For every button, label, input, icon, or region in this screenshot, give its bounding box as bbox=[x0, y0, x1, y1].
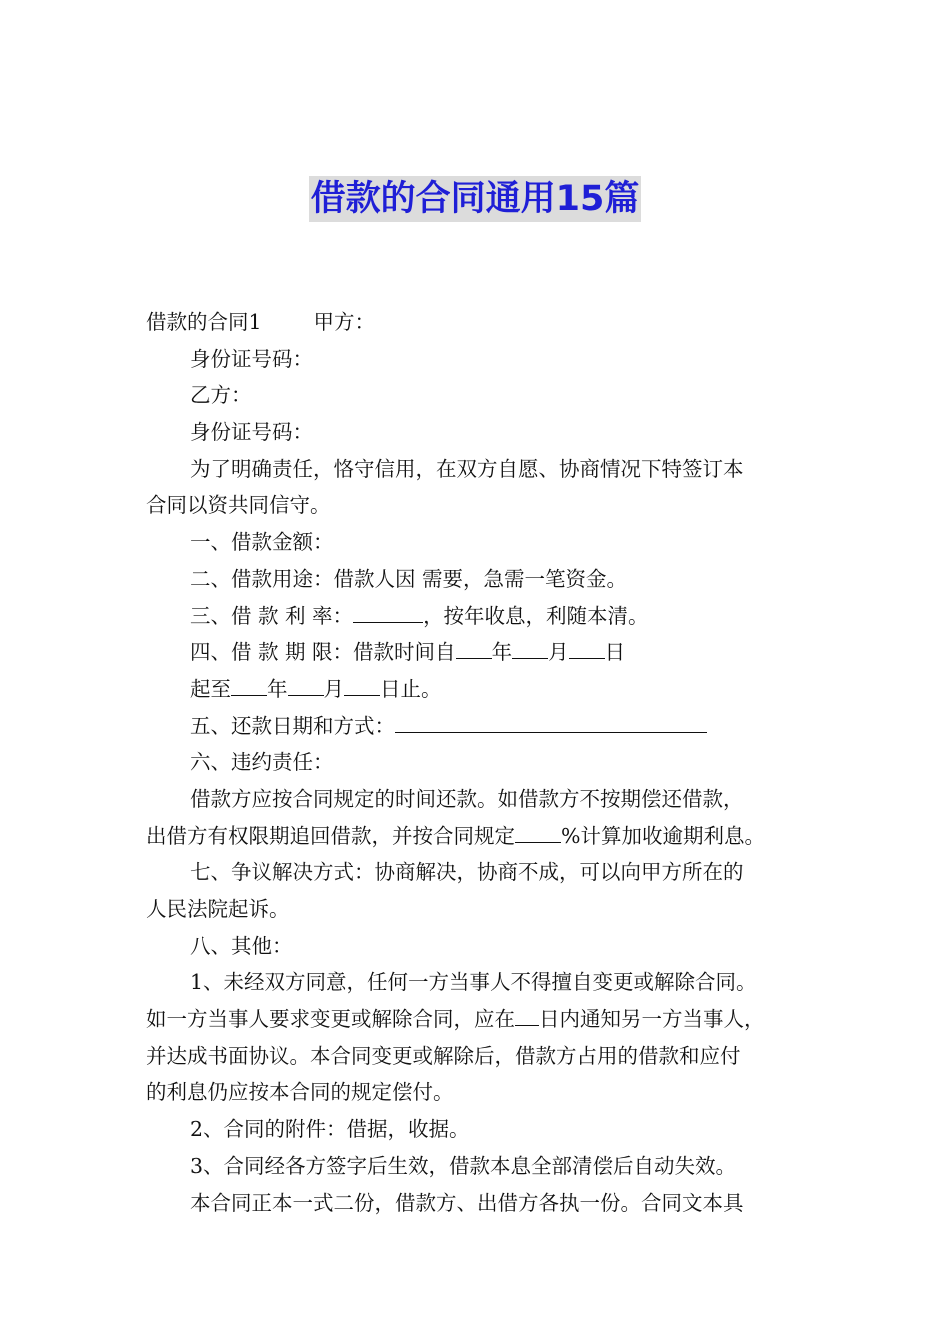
liability-text bbox=[146, 818, 810, 855]
other-item-text-part: 日内通知另一方当事人， bbox=[539, 1007, 765, 1032]
other-item-1-text: 并达成书面协议。本合同变更或解除后，借款方占用的借款和应付 bbox=[146, 1043, 741, 1068]
day-blank bbox=[569, 636, 605, 659]
clause-rate bbox=[146, 598, 810, 635]
party-a-id-line: 身份证号码： bbox=[190, 346, 313, 371]
other-item-text-part: 如一方当事人要求变更或解除合同，应在 bbox=[146, 1007, 515, 1032]
dispute-text: 人民法院起诉。 bbox=[146, 897, 290, 921]
clause-other: 八、其他： bbox=[190, 933, 293, 958]
document-title: 借款的合同通用15篇 bbox=[309, 176, 642, 222]
paragraph-line bbox=[146, 304, 810, 341]
month-blank bbox=[512, 636, 548, 659]
other-item-1-text bbox=[146, 1001, 810, 1038]
party-a-label: 甲方： bbox=[313, 310, 376, 334]
year-blank bbox=[231, 673, 267, 696]
repayment-blank bbox=[395, 710, 707, 733]
copies-text: 本合同正本一式二份，借款方、出借方各执一份。合同文本具 bbox=[190, 1190, 744, 1215]
clause-liability: 六、违约责任： bbox=[190, 750, 334, 775]
party-b-id-line: 身份证号码： bbox=[190, 420, 313, 445]
other-item-1: 1、未经双方同意，任何一方当事人不得擅自变更或解除合同。 bbox=[190, 970, 757, 995]
contract-heading: 借款的合同1 bbox=[146, 310, 262, 334]
day-end-label: 日止。 bbox=[380, 676, 442, 701]
clause-purpose: 二、借款用途：借款人因 需要，急需一笔资金。 bbox=[190, 566, 628, 591]
document-body bbox=[146, 304, 810, 1221]
other-item-2: 2、合同的附件：借据，收据。 bbox=[190, 1117, 470, 1142]
rate-blank bbox=[353, 600, 423, 623]
clause-dispute: 七、争议解决方式：协商解决，协商不成，可以向甲方所在的 bbox=[190, 860, 744, 885]
preamble-line: 合同以资共同信守。 bbox=[146, 493, 331, 518]
year-label: 年 bbox=[267, 676, 288, 701]
clause-repayment bbox=[146, 708, 810, 745]
clause-term-label: 四、借 款 期 限：借款时间自 bbox=[190, 640, 456, 665]
liability-text: 借款方应按合同规定的时间还款。如借款方不按期偿还借款， bbox=[190, 786, 744, 811]
clause-rate-text: ，按年收息，利随本清。 bbox=[423, 603, 649, 628]
liability-text-part: 出借方有权限期追回借款，并按合同规定 bbox=[146, 823, 515, 848]
day-label: 日 bbox=[604, 640, 626, 665]
clause-repayment-label: 五、还款日期和方式： bbox=[190, 713, 395, 738]
year-label: 年 bbox=[491, 640, 513, 665]
clause-term bbox=[146, 634, 810, 671]
party-b-line: 乙方： bbox=[190, 383, 252, 408]
clause-term-end bbox=[146, 671, 810, 708]
month-label: 月 bbox=[548, 640, 569, 665]
title-container bbox=[0, 176, 950, 222]
year-blank bbox=[456, 636, 492, 659]
clause-amount: 一、借款金额： bbox=[190, 530, 334, 555]
liability-text-part: %计算加收逾期利息。 bbox=[561, 823, 765, 848]
days-blank bbox=[515, 1003, 539, 1026]
other-item-3: 3、合同经各方签字后生效，借款本息全部清偿后自动失效。 bbox=[190, 1153, 737, 1178]
clause-rate-label: 三、借 款 利 率： bbox=[190, 603, 354, 628]
preamble-line: 为了明确责任，恪守信用，在双方自愿、协商情况下特签订本 bbox=[190, 456, 744, 481]
term-end-label: 起至 bbox=[190, 676, 231, 701]
day-blank bbox=[344, 673, 380, 696]
month-blank bbox=[288, 673, 324, 696]
percent-blank bbox=[515, 820, 561, 843]
other-item-1-text: 的利息仍应按本合同的规定偿付。 bbox=[146, 1080, 454, 1105]
month-label: 月 bbox=[323, 676, 344, 701]
